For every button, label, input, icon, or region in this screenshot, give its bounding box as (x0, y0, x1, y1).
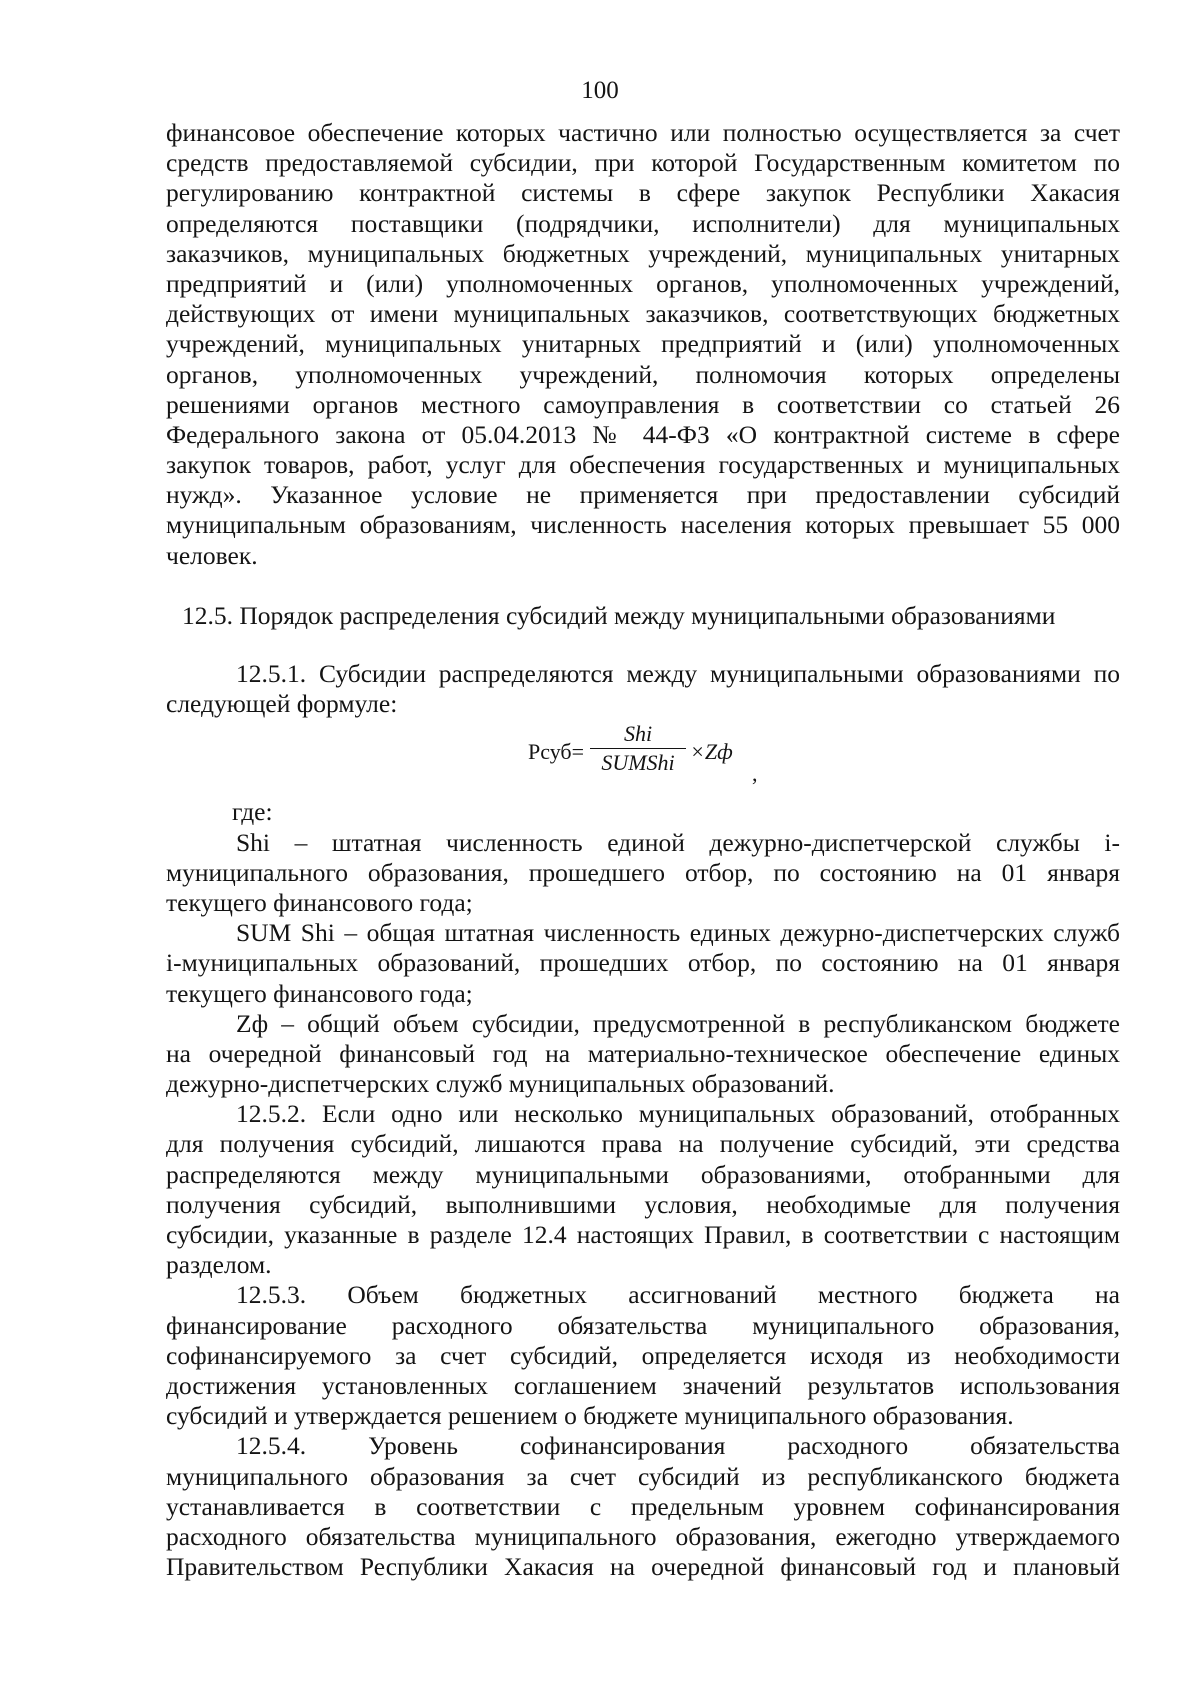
paragraph-12-5-3 (166, 1280, 1120, 1431)
text-line: 12.5.4. Уровень софинансирования расходного обязательства (236, 1431, 1120, 1461)
text-line: расходного обязательства муниципального образования, ежегодно утверждаемого (166, 1521, 1120, 1551)
formula-comma: , (752, 761, 758, 787)
text-line: заказчиков, муниципальных бюджетных учреждений, муниципальных унитарных (166, 238, 1120, 268)
paragraph-12-5-2 (166, 1099, 1120, 1280)
text-line: софинансируемого за счет субсидий, определяется исходя из необходимости (166, 1340, 1120, 1370)
formula-rhs: ×Zф (690, 739, 733, 765)
text-line: на очередной финансовый год на материально-техническое обеспечение единых (166, 1038, 1120, 1068)
formula-fraction (590, 721, 686, 776)
text-line: финансирование расходного обязательства муниципального образования, (166, 1310, 1120, 1340)
paragraph-12-5-1 (166, 659, 1120, 719)
paragraph-12-5-4 (166, 1431, 1120, 1582)
where-label: где: (232, 797, 273, 827)
text-line: предприятий и (или) уполномоченных органов, уполномоченных учреждений, (166, 268, 1120, 298)
text-line: муниципального образования за счет субсидий из республиканского бюджета (166, 1461, 1120, 1491)
text-line: следующей формуле: (166, 689, 398, 719)
text-line: решениями органов местного самоуправления в соответствии со статьей 26 (166, 389, 1120, 419)
definition-sum-shi (166, 918, 1120, 1009)
text-line: устанавливается в соответствии с предельным уровнем софинансирования (166, 1491, 1120, 1521)
text-line: распределяются между муниципальными образованиями, отобранными для (166, 1159, 1120, 1189)
text-line: регулированию контрактной системы в сфере закупок Республики Хакасия (166, 178, 1120, 208)
text-line: достижения установленных соглашением значений результатов использования (166, 1370, 1120, 1400)
text-line: текущего финансового года; (166, 887, 473, 917)
text-line: получения субсидий, выполнившими условия, необходимые для получения (166, 1189, 1120, 1219)
text-line: i-муниципальных образований, прошедших отбор, по состоянию на 01 января (166, 948, 1120, 978)
definition-shi (166, 828, 1120, 919)
text-line: Zф – общий объем субсидии, предусмотренной в республиканском бюджете (236, 1008, 1120, 1038)
text-line: органов, уполномоченных учреждений, полномочия которых определены (166, 359, 1120, 389)
text-line: закупок товаров, работ, услуг для обеспечения государственных и муниципальных (166, 450, 1120, 480)
text-line: человек. (166, 540, 258, 570)
text-line: учреждений, муниципальных унитарных предприятий и (или) уполномоченных (166, 329, 1120, 359)
fraction-bar (590, 748, 686, 749)
text-line: Федерального закона от 05.04.2013 № 44-ФЗ «О контрактной системе в сфере (166, 419, 1120, 449)
text-line: 12.5.3. Объем бюджетных ассигнований местного бюджета на (236, 1280, 1120, 1310)
text-line: определяются поставщики (подрядчики, исполнители) для муниципальных (166, 208, 1120, 238)
definition-zf (166, 1009, 1120, 1100)
text-line: субсидии, указанные в разделе 12.4 настоящих Правил, в соответствии с настоящим (166, 1220, 1120, 1249)
text-line: SUM Shi – общая штатная численность единых дежурно-диспетчерских служб (236, 918, 1120, 948)
text-line: дежурно-диспетчерских служб муниципальных образований. (166, 1069, 835, 1099)
text-line: Правительством Республики Хакасия на очередной финансовый год и плановый (166, 1552, 1120, 1582)
page-number: 100 (581, 77, 619, 104)
text-line: для получения субсидий, лишаются права на получение субсидий, эти средства (166, 1129, 1120, 1159)
paragraph-subsidy-condition (166, 118, 1120, 571)
section-heading-12-5: 12.5. Порядок распределения субсидий между муниципальными образованиями (182, 600, 1056, 630)
text-line: финансовое обеспечение которых частично или полностью осуществляется за счет (166, 118, 1120, 147)
text-line: субсидий и утверждается решением о бюджете муниципального образования. (166, 1401, 1014, 1431)
text-line: действующих от имени муниципальных заказчиков, соответствующих бюджетных (166, 299, 1120, 329)
text-line: 12.5.2. Если одно или несколько муниципальных образований, отобранных (236, 1099, 1120, 1129)
text-line: 12.5.1. Субсидии распределяются между муниципальными образованиями по (236, 659, 1120, 688)
formula-lhs: Рсуб= (528, 739, 585, 765)
text-line: разделом. (166, 1250, 272, 1280)
text-line: муниципальным образованиям, численность населения которых превышает 55 000 (166, 510, 1120, 540)
formula-numerator: Shi (623, 721, 653, 747)
subsidy-formula (166, 721, 1120, 789)
text-line: текущего финансового года; (166, 978, 473, 1008)
text-line: муниципального образования, прошедшего отбор, по состоянию на 01 января (166, 857, 1120, 887)
text-line: нужд». Указанное условие не применяется при предоставлении субсидий (166, 480, 1120, 510)
formula-denominator: SUMShi (601, 750, 675, 776)
document-body (166, 118, 1120, 1582)
text-line: средств предоставляемой субсидии, при которой Государственным комитетом по (166, 148, 1120, 178)
text-line: Shi – штатная численность единой дежурно-диспетчерской службы i- (236, 827, 1120, 857)
